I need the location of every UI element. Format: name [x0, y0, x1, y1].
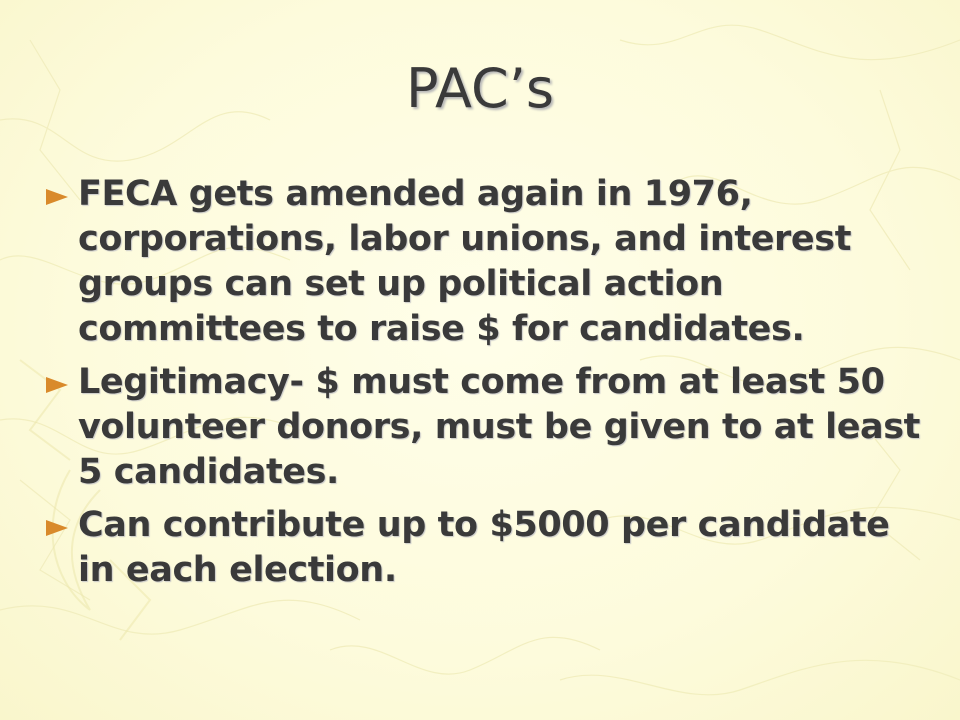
bullet-item: [46, 172, 926, 352]
bullet-text: Can contribute up to $5000 per candidate in each election.: [78, 505, 890, 590]
bullet-list: [46, 172, 926, 601]
bullet-item: [46, 360, 926, 495]
right-triangle-arrow-icon: [46, 189, 68, 205]
bullet-text: FECA gets amended again in 1976, corporations, labor unions, and interest groups can set up political action committees to raise $ for candidates.: [78, 174, 852, 349]
right-triangle-arrow-icon: [46, 520, 68, 536]
bullet-item: [46, 503, 926, 593]
slide-title: PAC’s: [405, 57, 555, 120]
bullet-text: Legitimacy- $ must come from at least 50 volunteer donors, must be given to at least 5 candidates.: [78, 362, 921, 492]
right-triangle-arrow-icon: [46, 377, 68, 393]
